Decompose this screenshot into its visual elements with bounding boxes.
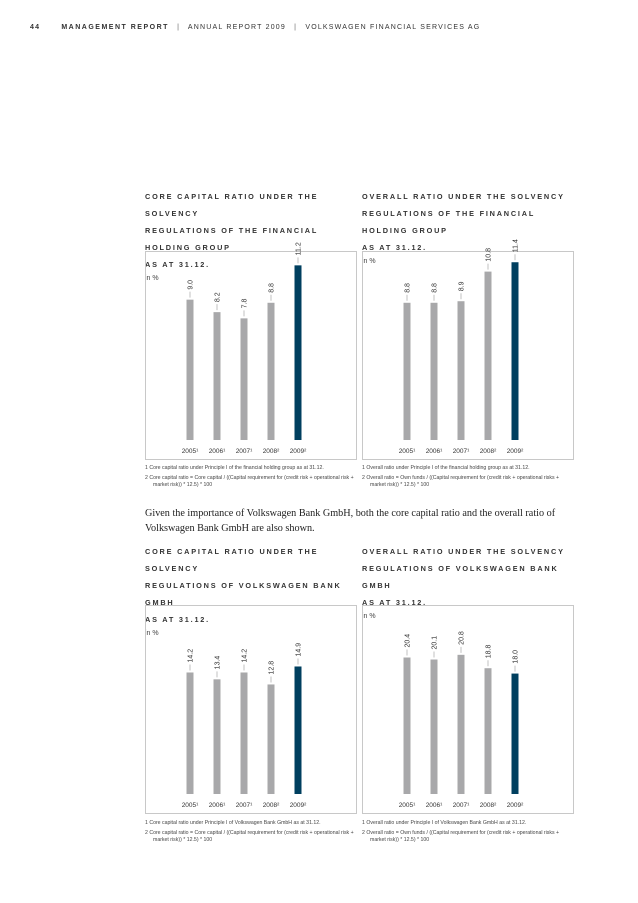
footnote: 2 Core capital ratio = Core capital / ((Capital requirement for (credit risk + operational risk + market risk)) * 12.5) * 100 [145,830,354,843]
data-label: 18.0 [512,649,520,664]
data-label: 11.4 [512,239,520,253]
tick-label: 2007¹ [452,448,470,455]
tick-label: 2008² [262,448,280,455]
chart-footnotes [362,820,574,847]
tick-label: 2005¹ [398,802,416,809]
bar [485,272,492,440]
chart-unit: in % [362,258,376,265]
data-label: 8.9 [458,281,466,292]
tick-label: 2007¹ [235,802,253,809]
chart-title-line: OVERALL RATIO UNDER THE SOLVENCY [362,547,565,556]
chart-title-line: AS AT 31.12. [145,615,210,624]
tick-label: 2009² [289,802,307,809]
bar [431,303,438,440]
chart-plot-area [145,242,357,460]
chart-title-line: REGULATIONS OF THE FINANCIAL HOLDING GROUP [145,226,318,252]
chart-title-line: REGULATIONS OF VOLKSWAGEN BANK GMBH [362,564,559,590]
bar [214,312,221,440]
footnote: 1 Overall ratio under Principle I of Volkswagen Bank GmbH as at 31.12. [362,820,527,826]
chart-plot-area [362,605,574,814]
tick-label: 2008² [479,802,497,809]
footnote: 2 Core capital ratio = Core capital / ((Capital requirement for (credit risk + operational risk + market risk)) * 12.5) * 100 [145,475,354,488]
bar [268,684,275,794]
data-label: 9.0 [187,279,195,290]
bar [404,303,411,440]
data-label: 8.8 [431,283,439,293]
tick-label: 2009² [289,448,307,455]
section-title: MANAGEMENT REPORT [61,24,169,31]
page-number: 44 [30,24,41,31]
footnote: 1 Core capital ratio under Principle I of Volkswagen Bank GmbH as at 31.12. [145,820,321,826]
chart-title-line: REGULATIONS OF VOLKSWAGEN BANK GMBH [145,581,342,607]
data-label: 11.2 [295,242,303,256]
header-separator: | [177,24,181,31]
chart-unit: in % [145,275,159,282]
company-name: VOLKSWAGEN FINANCIAL SERVICES AG [305,24,481,31]
tick-label: 2006¹ [208,448,226,455]
tick-label: 2009² [506,448,524,455]
chart-title-line: AS AT 31.12. [145,260,210,269]
bar [512,262,519,440]
data-label: 14.9 [295,642,303,657]
data-label: 7.8 [241,298,249,309]
chart-unit: in % [362,613,376,620]
bar [485,668,492,794]
chart-footnotes [145,465,357,492]
bar [268,303,275,440]
data-label: 13.4 [214,655,222,670]
tick-label: 2009² [506,802,524,809]
bar [512,674,519,794]
tick-label: 2005¹ [181,802,199,809]
chart-title-line: REGULATIONS OF THE FINANCIAL HOLDING GROUP [362,209,535,235]
body-paragraph: Given the importance of Volkswagen Bank GmbH, both the core capital ratio and the overall ratio of Volkswagen Bank GmbH are also shown. [145,508,556,534]
data-label: 14.2 [241,648,249,663]
data-label: 8.8 [404,283,412,293]
data-label: 10.8 [485,247,493,262]
chart-unit: in % [145,630,159,637]
bar [214,679,221,794]
report-title: ANNUAL REPORT 2009 [187,24,286,31]
header-separator: | [294,24,298,31]
bar [431,660,438,794]
bar-chart-svg [363,606,573,813]
footnote: 2 Overall ratio = Own funds / ((Capital requirement for (credit risk + operational risks + market risk)) * 12.5) * 100 [362,475,560,488]
data-label: 20.8 [458,631,466,645]
chart-title-line: CORE CAPITAL RATIO UNDER THE SOLVENCY [145,547,319,573]
tick-label: 2006¹ [425,802,443,809]
footnote: 2 Overall ratio = Own funds / ((Capital requirement for (credit risk + operational risks + market risk)) * 12.5) * 100 [362,830,560,843]
data-label: 20.4 [404,633,412,648]
tick-label: 2005¹ [398,448,416,455]
bar [295,265,302,440]
tick-label: 2008² [262,802,280,809]
bar [187,300,194,440]
chart-footnotes [362,465,574,492]
bar [241,318,248,440]
bar [458,655,465,794]
data-label: 20.1 [431,635,439,650]
tick-label: 2006¹ [425,448,443,455]
page-header [30,24,480,31]
bar-chart-svg [146,242,356,459]
chart-plot-area [145,605,357,814]
chart-title-line: OVERALL RATIO UNDER THE SOLVENCY [362,192,565,201]
data-label: 14.2 [187,648,195,663]
bar [295,666,302,794]
data-label: 12.8 [268,660,276,675]
footnote: 1 Core capital ratio under Principle I of the financial holding group as at 31.12. [145,465,324,471]
chart-title-line: CORE CAPITAL RATIO UNDER THE SOLVENCY [145,192,319,218]
chart-title-line: AS AT 31.12. [362,598,427,607]
bar [458,301,465,440]
bar [404,658,411,794]
bar [187,672,194,794]
chart-footnotes [145,820,357,847]
tick-label: 2007¹ [452,802,470,809]
data-label: 18.8 [485,644,493,659]
bar-chart-svg [146,606,356,813]
tick-label: 2008² [479,448,497,455]
tick-label: 2005¹ [181,448,199,455]
footnote: 1 Overall ratio under Principle I of the financial holding group as at 31.12. [362,465,530,471]
chart-title-line: AS AT 31.12. [362,243,427,252]
tick-label: 2007¹ [235,448,253,455]
data-label: 8.8 [268,283,276,293]
bar [241,672,248,794]
tick-label: 2006¹ [208,802,226,809]
data-label: 8.2 [214,292,222,303]
